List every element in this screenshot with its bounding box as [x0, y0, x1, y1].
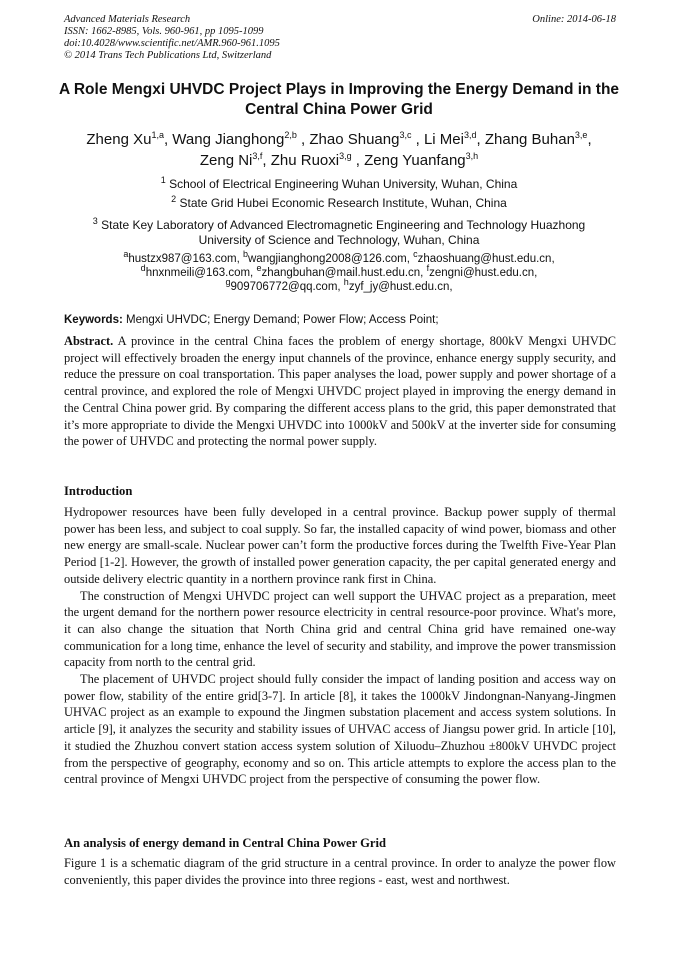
- affiliation-text: State Grid Hubei Economic Research Institute, Wuhan, China: [179, 196, 507, 210]
- affiliation-3: [74, 218, 604, 248]
- author-affiliation-mark: 3,g: [339, 151, 352, 161]
- author-affiliation-mark: 1,a: [151, 130, 164, 140]
- author-separator: ,: [476, 131, 485, 148]
- paragraph: Figure 1 is a schematic diagram of the grid structure in a central province. In order to analyze the power flow conveniently, this paper divides the province into three regions - east, west and northwest.: [64, 856, 616, 887]
- copyright-line: © 2014 Trans Tech Publications Ltd, Switzerland: [64, 50, 272, 61]
- keywords-label: Keywords:: [64, 314, 123, 326]
- email-mark: d: [140, 263, 146, 274]
- author-separator: ,: [296, 131, 310, 148]
- author-list: Zheng Xu$^{1,a}$, Wang Jianghong$^{2,b}$ , Zhao Shuang$^{3,c}$ , Li Mei$^{3,d}$, Zhang Buhan$^{3,e}$, Zeng Ni$^{3,f}$, Zhu Ruoxi$^{3,g}$ , Zeng Yuanfang$^{3,h}$: [86, 130, 592, 169]
- email-address: hustzx987@163.com,: [128, 253, 243, 265]
- paragraph: Hydropower resources have been fully developed in a central province. Backup power supply of thermal power has been less, and subject to coal supply. So far, the installed capacity of wind power, biomass and other new energy are small-scale. Nuclear power can’t form the productive forces during the Twelfth Five-Year Plan Period [1-2]. However, the growth of installed power generation capacity, the per capital generated energy and outside delivery electric quantity in a northern province rank first in China.: [64, 505, 616, 586]
- affiliation-number: 1: [160, 175, 166, 185]
- journal-header: [64, 14, 616, 62]
- author-affiliation-mark: 3,f: [252, 151, 263, 161]
- abstract-text: A province in the central China faces the problem of energy shortage, 800kV Mengxi UHVDC project will effectively broaden the energy input channels of the province, enhance energy supply security, and reduce the pressure on coal transportation. This paper analyses the load, power supply and power shortage of a central province, and explored the role of Mengxi UHVDC project played in improving the energy demand in the Central China power grid. By comparing the different access plans to the grid, this paper demonstrated that it’s more appropriate to divide the Mengxi UHVDC into 1000kV and 500kV at the inverter side for consuming the power of UHVDC and protecting the normal power supply.: [64, 334, 616, 449]
- author-separator: ,: [411, 131, 424, 148]
- author-affiliation-mark: 3,e: [574, 130, 588, 140]
- introduction-body: [64, 504, 616, 788]
- author-name: Zhu Ruoxi: [270, 152, 340, 169]
- author-name: Zhang Buhan: [484, 131, 575, 148]
- analysis-body: [64, 855, 616, 888]
- author-affiliation-mark: 3,d: [463, 130, 477, 140]
- email-mark: h: [343, 277, 349, 288]
- abstract-label: Abstract.: [64, 334, 114, 348]
- email-mark: f: [426, 263, 430, 274]
- affiliation-1: [40, 177, 638, 192]
- email-address: hnxnmeili@163.com,: [145, 267, 257, 279]
- paper-title: A Role Mengxi UHVDC Project Plays in Improving the Energy Demand in the Central China Power Grid: [58, 81, 620, 118]
- email-address: zhaoshuang@hust.edu.cn,: [417, 253, 555, 265]
- paragraph: The placement of UHVDC project should fully consider the impact of landing position and access way on power flow, stability of the entire grid[3-7]. In article [8], it takes the 1000kV Jindongnan-Nanyang-Jingmen UHVAC project as an example to expound the Jingmen substation placement and access system solutions. In article [9], it analyzes the security and stability issues of UHVAC access of Jiangsu power grid. In article [10], it studied the Zhuzhou convert station access system solution of Xiluodu–Zhuzhou ±800kV UHVDC project from the perspective of geography, economy and so on. This article attempts to explore the access plan to the central province of Mengxi UHVDC project from the perspective of consuming the power flow.: [64, 672, 616, 787]
- author-separator: ,: [163, 131, 173, 148]
- author-separator: ,: [351, 152, 365, 169]
- email-address: 909706772@qq.com,: [230, 281, 344, 293]
- email-mark: e: [256, 263, 262, 274]
- author-name: Zheng Xu: [86, 131, 152, 148]
- author-affiliation-mark: 2,b: [284, 130, 297, 140]
- affiliation-number: 2: [171, 194, 177, 204]
- email-mark: c: [413, 249, 418, 260]
- email-address: zyf_jy@hust.edu.cn,: [348, 281, 453, 293]
- email-mark: a: [123, 249, 129, 260]
- author-name: Zeng Ni: [199, 152, 253, 169]
- author-name: Zeng Yuanfang: [364, 152, 466, 169]
- author-name: Zhao Shuang: [309, 131, 400, 148]
- affiliation-text: School of Electrical Engineering Wuhan University, Wuhan, China: [169, 177, 518, 191]
- affiliation-number: 3: [92, 216, 98, 226]
- online-date: Online: 2014-06-18: [532, 14, 616, 25]
- paragraph: The construction of Mengxi UHVDC project can well support the UHVAC project as a preparation, meet the urgent demand for the northern power resource electricity in central resource-poor province. What's more, it can also change the situation that North China grid and central China grid have remained one-way communication for a long time, enhance the level of security and stability, and improve the power transmission capacity from north to the central grid.: [64, 588, 616, 670]
- section-heading-analysis: An analysis of energy demand in Central China Power Grid: [64, 836, 386, 850]
- author-name: Wang Jianghong: [172, 131, 285, 148]
- author-affiliation-mark: 3,c: [399, 130, 412, 140]
- journal-name: Advanced Materials Research: [64, 14, 191, 25]
- issn-line: ISSN: 1662-8985, Vols. 960-961, pp 1095-1099: [64, 26, 264, 37]
- email-address: zengni@hust.edu.cn,: [429, 267, 538, 279]
- author-name: Li Mei: [423, 131, 464, 148]
- email-address: wangjianghong2008@126.com,: [248, 253, 414, 265]
- affiliation-2: [40, 196, 638, 211]
- author-affiliation-mark: 3,h: [465, 151, 479, 161]
- keywords: [64, 313, 616, 328]
- author-separator: ,: [262, 152, 271, 169]
- email-list: [40, 249, 638, 294]
- abstract: [64, 333, 616, 450]
- email-mark: g: [225, 277, 231, 288]
- email-mark: b: [242, 249, 248, 260]
- email-address: zhangbuhan@mail.hust.edu.cn,: [261, 267, 427, 279]
- keywords-text: Mengxi UHVDC; Energy Demand; Power Flow; Access Point;: [122, 314, 439, 326]
- section-heading-introduction: Introduction: [64, 484, 133, 498]
- affiliation-text: State Key Laboratory of Advanced Electromagnetic Engineering and Technology Huazhong University of Science and Technology, Wuhan, China: [101, 218, 586, 247]
- doi-line: doi:10.4028/www.scientific.net/AMR.960-961.1095: [64, 38, 280, 49]
